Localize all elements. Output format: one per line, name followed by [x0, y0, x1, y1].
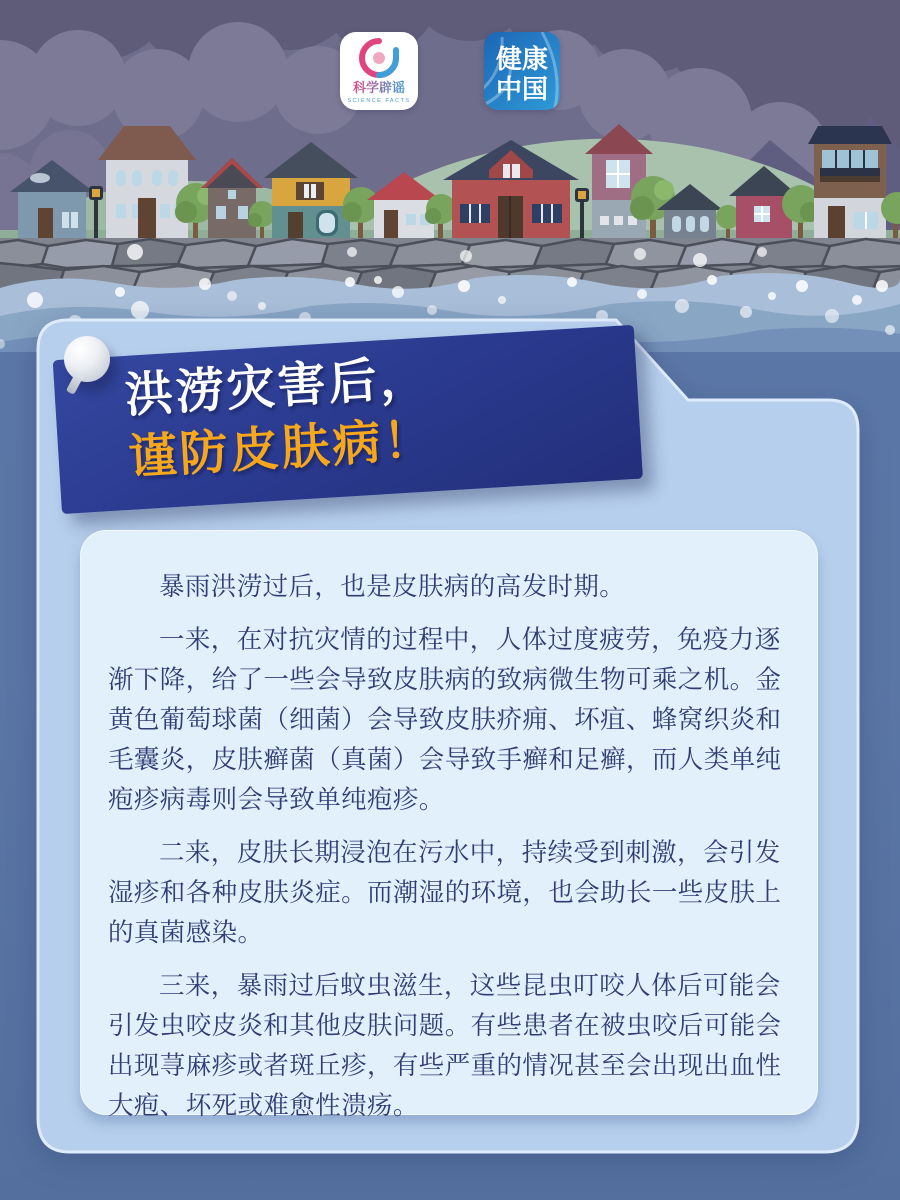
- science-logo-title: 科学辟谣: [352, 80, 406, 95]
- banner-title-line1: 洪涝灾害后，: [123, 351, 433, 423]
- paragraph-3: 二来，皮肤长期浸泡在污水中，持续受到刺激，会引发湿疹和各种皮肤炎症。而潮湿的环境，也会助长一些皮肤上的真菌感染。: [108, 839, 782, 947]
- article-panel: [80, 530, 818, 1120]
- swirl-icon: [362, 41, 396, 75]
- house-icon: [98, 126, 196, 240]
- health-logo-line1: 健康: [495, 44, 549, 74]
- science-facts-logo: [340, 32, 418, 110]
- flood-town-illustration: [0, 0, 900, 360]
- healthy-china-logo: [484, 32, 560, 110]
- pushpin-icon: [64, 336, 110, 382]
- house-icon: [808, 126, 892, 240]
- science-logo-subtitle: SCIENCE FACTS: [347, 98, 411, 104]
- banner-title-line2: 谨防皮肤病！: [127, 413, 436, 485]
- paragraph-4: 三来，暴雨过后蚊虫滋生，这些昆虫叮咬人体后可能会引发虫咬皮炎和其他皮肤问题。有些患者在被虫咬后可能会出现荨麻疹或者斑丘疹，有些严重的情况甚至会出现出血性大疱、坏死或难愈性溃疡。: [108, 972, 782, 1120]
- paragraph-1: 暴雨洪涝过后，也是皮肤病的高发时期。: [159, 573, 626, 601]
- paragraph-2: 一来，在对抗灾情的过程中，人体过度疲劳，免疫力逐渐下降，给了一些会导致皮肤病的致病微生物可乘之机。金黄色葡萄球菌（细菌）会导致皮肤疥痈、坏疽、蜂窝织炎和毛囊炎，皮肤癣菌（真菌）会导致手癣和足癣，而人类单纯疱疹病毒则会导致单纯疱疹。: [108, 626, 782, 814]
- health-logo-line2: 中国: [495, 74, 549, 104]
